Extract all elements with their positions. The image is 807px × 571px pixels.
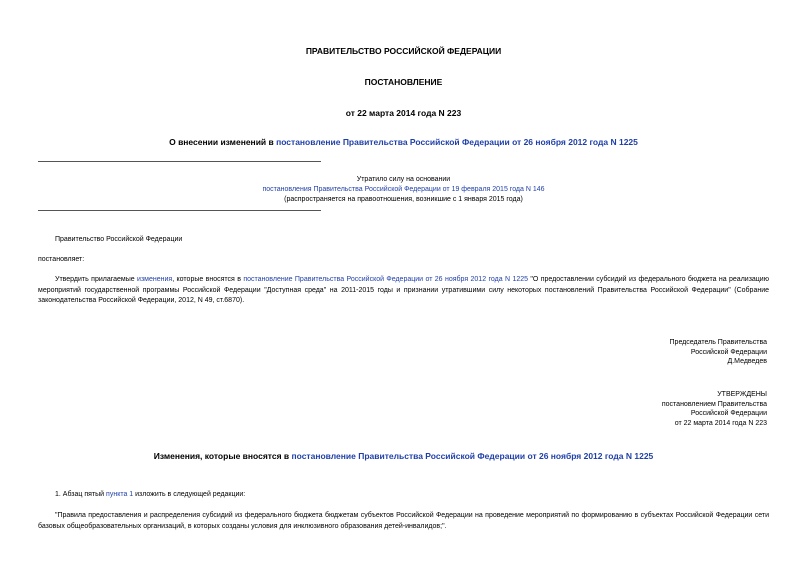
changes-heading [0, 451, 807, 461]
title-link[interactable]: постановление Правительства Российской Федерации от 26 ноября 2012 года N 1225 [276, 137, 638, 147]
p1-text-b: , которые вносятся в [172, 276, 244, 283]
resolves-line: постановляет: [38, 256, 85, 263]
changes-link[interactable]: изменения [137, 276, 173, 283]
approved-line1: УТВЕРЖДЕНЫ [717, 391, 767, 398]
government-heading: ПРАВИТЕЛЬСТВО РОССИЙСКОЙ ФЕДЕРАЦИИ [305, 46, 502, 56]
government-line: Правительство Российской Федерации [55, 236, 183, 243]
document-type: ПОСТАНОВЛЕНИЕ [364, 77, 443, 87]
signature-line1: Председатель Правительства [669, 339, 767, 346]
signature-block [670, 338, 767, 367]
item1-paragraph [38, 490, 769, 501]
item1-text-b: изложить в следующей редакции: [133, 491, 246, 498]
resolution-paragraph [38, 275, 769, 307]
signature-line2: Российской Федерации [690, 348, 767, 356]
quote-paragraph: "Правила предоставления и распределения субсидий из федерального бюджета бюджетам субъектов Российской Федерации на проведение мероприятий по формированию в субъектах Российской Федерации сети базовых общеобразовательных организаций, в которых созданы условия для инклюзивного образования детей-инвалидов;". [38, 512, 769, 530]
expiry-line1: Утратило силу на основании [356, 176, 451, 183]
item1-link[interactable]: пункта 1 [106, 491, 134, 498]
approved-line3: Российской Федерации [690, 410, 767, 417]
approved-line4: от 22 марта 2014 года N 223 [674, 419, 767, 427]
resolution-1225-link[interactable]: постановление Правительства Российской Федерации от 26 ноября 2012 года N 1225 [243, 276, 529, 283]
approved-block [662, 390, 767, 428]
document-date-number: от 22 марта 2014 года N 223 [345, 108, 462, 118]
item1-text-a: 1. Абзац пятый [55, 491, 107, 498]
divider-bottom [38, 210, 321, 211]
divider-top [38, 161, 321, 162]
approved-line2: постановлением Правительства [661, 400, 767, 408]
p1-text-a: Утвердить прилагаемые [55, 276, 138, 283]
changes-heading-link[interactable]: постановление Правительства Российской Федерации от 26 ноября 2012 года N 1225 [291, 451, 654, 461]
expiry-line3: (распространяется на правоотношения, возникшие с 1 января 2015 года) [284, 196, 523, 203]
changes-prefix: Изменения, которые вносятся в [153, 451, 292, 461]
p1-text-c: "О предоставлении субсидий из федерального бюджета на реализацию мероприятий государственной программы Российской Федерации "Доступная среда" на 2011-2015 годы и признании утратившими силу некоторых постановлений Правительства Российской Федерации" (Собрание законодательства Российской Федерации, 2012, N 49, ст.6870). [38, 276, 769, 304]
signature-line3: Д.Медведев [727, 358, 767, 365]
expiry-line2 [0, 186, 807, 193]
document-title [0, 137, 807, 147]
title-prefix: О внесении изменений в [169, 137, 277, 147]
expiry-link[interactable]: постановления Правительства Российской Федерации от 19 февраля 2015 года N 146 [262, 186, 545, 193]
